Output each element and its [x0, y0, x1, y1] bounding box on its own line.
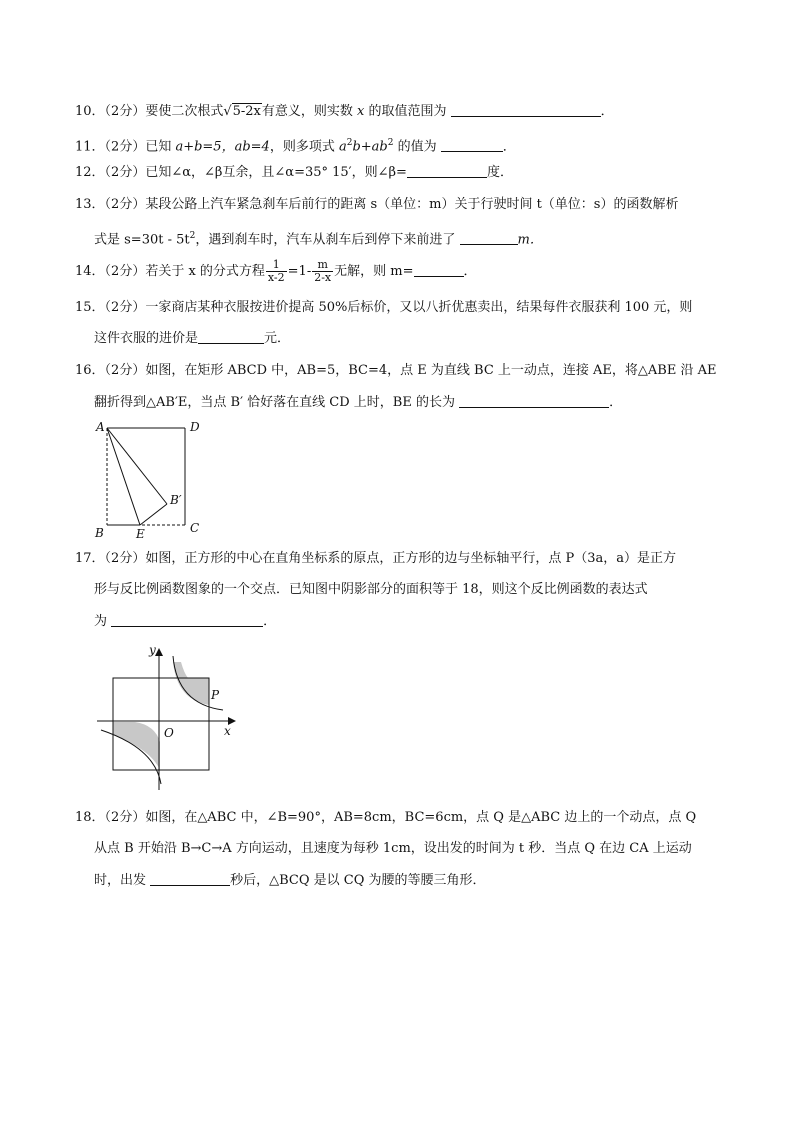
answer-blank-12[interactable]	[407, 163, 487, 178]
question-18-line-2: 从点 B 开始沿 B→C→A 方向运动，且速度为每秒 1cm，设出发的时间为 t 秒．当点 Q 在边 CA 上运动	[94, 841, 692, 856]
q12-text: 12．（2分）已知∠α，∠β互余，且∠α=35° 15′，则∠β=	[75, 165, 407, 180]
q10-radicand: 5-2x	[232, 104, 261, 119]
q10-text2: 的取值范围为	[364, 104, 451, 119]
segment-ae	[107, 428, 140, 525]
q11-exp-b: 2	[387, 138, 394, 148]
question-17-line-1: 17．（2分）如图，正方形的中心在直角坐标系的原点，正方形的边与坐标轴平行，点 P（3a，a）是正方	[75, 551, 676, 566]
q18-line3-prefix: 时，出发	[94, 873, 151, 888]
fraction-1	[266, 259, 287, 284]
answer-blank-11[interactable]	[441, 137, 503, 152]
q14-prefix: 14．（2分）若关于 x 的分式方程	[75, 264, 265, 279]
q11-end: ．	[502, 139, 516, 155]
question-13-line-1: 13．（2分）某段公路上汽车紧急刹车后前行的距离 s（单位：m）关于行驶时间 t（单位：s）的函数解析	[75, 197, 679, 212]
question-17-line-3	[94, 612, 276, 632]
label-b: B	[95, 526, 104, 540]
y-axis-arrow	[155, 648, 163, 656]
question-11	[75, 133, 516, 157]
question-15-line-2	[94, 329, 290, 349]
frac2-den: 2-x	[314, 271, 332, 284]
q13-unit: m．	[517, 232, 543, 248]
frac1-den: x-2	[267, 271, 285, 284]
answer-blank-18[interactable]	[150, 871, 230, 886]
label-e: E	[136, 527, 145, 541]
label-o: O	[164, 726, 174, 740]
q17-end: ．	[263, 614, 277, 629]
q13-line2-suffix: ，遇到刹车时，汽车从刹车后到停下来前进了	[195, 232, 460, 248]
label-b-prime: B′	[170, 493, 182, 507]
q11-mid: ，则多项式	[269, 139, 339, 155]
q18-line3-suffix: 秒后，△BCQ 是以 CQ 为腰的等腰三角形．	[230, 873, 486, 888]
q12-end: 度．	[486, 165, 513, 180]
answer-blank-16[interactable]	[459, 393, 609, 408]
q10-end: ．	[600, 104, 614, 119]
segment-ab-prime	[107, 428, 167, 504]
q17-line3-prefix: 为	[94, 614, 112, 629]
question-13-line-2	[94, 226, 543, 250]
q11-suffix: 的值为	[393, 139, 441, 155]
q11-exp: 2	[346, 138, 353, 148]
question-18-line-3	[94, 871, 486, 891]
question-16-line-1: 16．（2分）如图，在矩形 ABCD 中，AB=5，BC=4，点 E 为直线 BC 上一动点，连接 AE，将△ABE 沿 AE	[75, 363, 717, 378]
q14-mid: =1-	[287, 264, 312, 279]
q14-suffix: 无解，则 m=	[334, 264, 414, 279]
shaded-region-lower	[113, 722, 160, 770]
q15-end: 元．	[264, 331, 291, 346]
question-16-line-2	[94, 393, 622, 413]
question-10	[75, 102, 614, 122]
frac2-num: m	[312, 259, 333, 272]
answer-blank-17[interactable]	[111, 612, 263, 627]
q11-expr-a: a	[338, 139, 347, 155]
question-12	[75, 163, 513, 183]
q10-prefix: 10．（2分）要使二次根式	[75, 104, 224, 119]
answer-blank-10[interactable]	[451, 102, 601, 117]
answer-blank-15[interactable]	[198, 329, 264, 344]
question-17-line-2: 形与反比例函数图象的一个交点．已知图中阴影部分的面积等于 18，则这个反比例函数的表达式	[94, 582, 648, 597]
q16-line2-prefix: 翻折得到△AB′E，当点 B′ 恰好落在直线 CD 上时，BE 的长为	[94, 395, 460, 410]
q11-prefix: 11．（2分）已知	[75, 139, 176, 155]
q10-text: 有意义，则实数	[261, 104, 358, 119]
q11-cond: a+b=5，ab=4	[175, 139, 270, 155]
label-d: D	[190, 420, 200, 434]
label-x: x	[224, 724, 231, 738]
question-18-line-1: 18．（2分）如图，在△ABC 中，∠B=90°，AB=8cm，BC=6cm，点 Q 是△ABC 边上的一个动点，点 Q	[75, 810, 697, 825]
question-14	[75, 258, 477, 286]
answer-blank-13[interactable]	[460, 230, 518, 245]
q13-exp: 2	[189, 231, 196, 241]
sqrt-sign: √	[223, 104, 232, 119]
answer-blank-14[interactable]	[414, 262, 464, 277]
q10-var: x	[357, 104, 365, 119]
question-15-line-1: 15．（2分）一家商店某种衣服按进价提高 50%后标价，又以八折优惠卖出，结果每件衣服获利 100 元，则	[75, 300, 693, 315]
square-hyperbola-figure	[93, 642, 243, 792]
q16-end: ．	[609, 395, 623, 410]
shaded-region-upper	[173, 662, 209, 705]
label-a: A	[96, 420, 105, 434]
q11-expr-b: b+ab	[352, 139, 388, 155]
segment-eb-prime	[140, 504, 167, 525]
rectangle-fold-figure	[88, 416, 210, 542]
fraction-2	[312, 259, 333, 284]
q15-line2-prefix: 这件衣服的进价是	[94, 331, 199, 346]
label-p: P	[211, 688, 220, 702]
q13-line2-prefix: 式是 s=30t - 5t	[94, 232, 190, 248]
label-c: C	[190, 521, 200, 535]
label-y: y	[149, 643, 156, 657]
q14-end: ．	[463, 264, 477, 279]
frac1-num: 1	[266, 259, 287, 272]
